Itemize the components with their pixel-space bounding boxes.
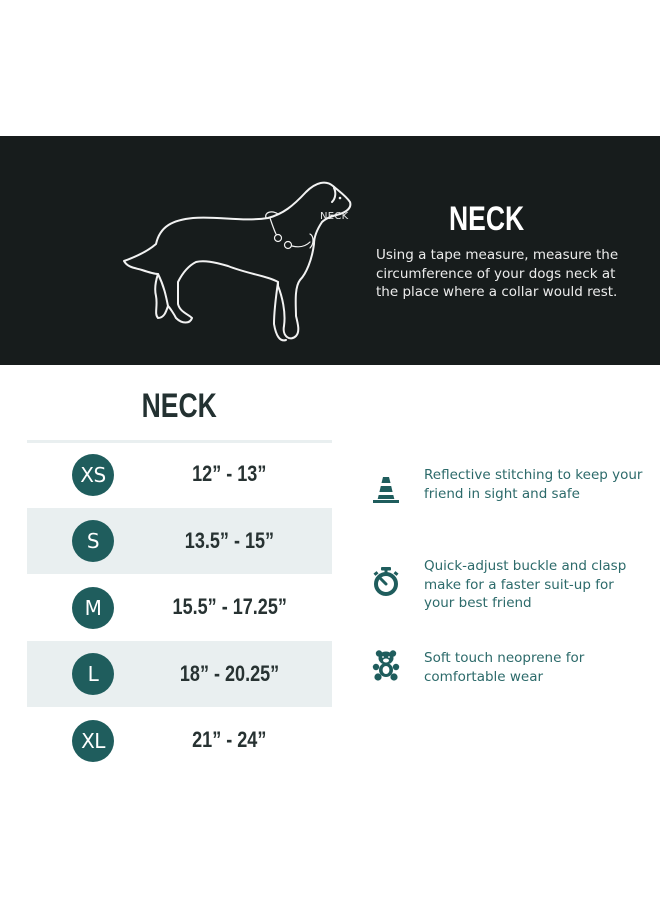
size-row-xs	[27, 441, 332, 508]
teddy-bear-icon	[370, 649, 402, 681]
size-badge: L	[72, 653, 114, 695]
size-range: 12” - 13”	[192, 461, 267, 487]
hero-description: Using a tape measure, measure the circumference of your dogs neck at the place where a collar would rest.	[376, 247, 619, 300]
size-range: 13.5” - 15”	[184, 527, 275, 553]
size-chart-table	[27, 441, 332, 774]
traffic-cone-icon	[370, 474, 402, 506]
size-badge: S	[72, 520, 114, 562]
size-badge: XS	[72, 454, 114, 496]
size-range: 18” - 20.25”	[179, 660, 280, 686]
size-row-s	[27, 508, 332, 575]
neck-measure-hero	[0, 136, 660, 365]
size-badge: M	[72, 587, 114, 629]
dog-outline-icon	[118, 156, 358, 346]
stopwatch-icon	[370, 565, 402, 597]
size-chart-title: NECK	[141, 387, 218, 425]
size-range: 21” - 24”	[192, 727, 267, 753]
size-badge: XL	[72, 720, 114, 762]
feature-text: Quick-adjust buckle and clasp make for a faster suit-up for your best friend	[424, 558, 627, 611]
size-row-l	[27, 641, 332, 708]
size-row-xl	[27, 707, 332, 774]
size-range: 15.5” - 17.25”	[172, 594, 287, 620]
feature-text: Reflective stitching to keep your friend in sight and safe	[424, 467, 643, 502]
feature-text: Soft touch neoprene for comfortable wear	[424, 650, 585, 685]
dog-neck-label: NECK	[320, 211, 349, 222]
hero-title: NECK	[449, 200, 525, 238]
size-row-m	[27, 574, 332, 641]
